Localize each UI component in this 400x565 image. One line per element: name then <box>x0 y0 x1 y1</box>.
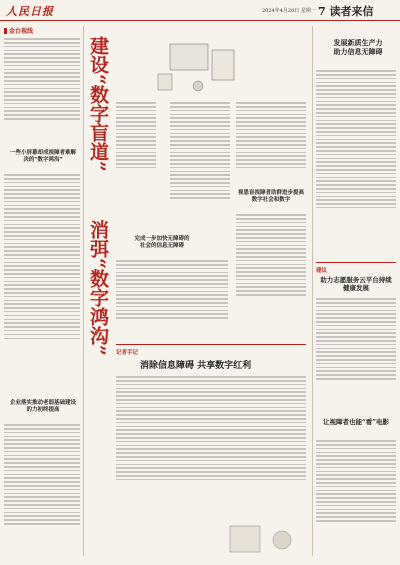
small-illustration <box>220 520 310 560</box>
body-text-block <box>116 258 228 338</box>
masthead <box>0 0 400 21</box>
body-text-block <box>236 100 306 190</box>
page-label: 7 读者来信 <box>318 5 374 18</box>
body-text-block <box>4 172 80 392</box>
subheading: 企业落实推动老弱基础建设的力初终提高 <box>9 400 76 413</box>
divider <box>316 262 396 263</box>
body-text-block <box>4 36 80 146</box>
main-headline: 消弭“数字鸿沟” <box>87 220 109 356</box>
column-divider <box>312 26 313 556</box>
main-headline: 建设“数字盲道” <box>87 36 109 172</box>
subheading: 一些小屏幕却成视障者难解决的“数字鸿沟” <box>9 150 76 163</box>
body-text-block <box>4 422 80 557</box>
body-text-block <box>236 212 306 322</box>
subheading: 视患盲视障者助群进步提高数字社会和数字 <box>238 190 305 203</box>
left-column <box>4 26 82 35</box>
reporter-headline: 消除信息障碍 共享数字红利 <box>140 361 252 371</box>
newspaper-logo: 人民日报 <box>6 5 54 18</box>
subheading: 完成一步加快无障碍的社会的信息无障碍 <box>134 236 190 249</box>
body-text-block <box>316 438 396 558</box>
divider <box>116 344 306 345</box>
body-text-block <box>316 68 396 258</box>
right-subheading: 让视障者也能“看”电影 <box>323 418 389 426</box>
reporter-kicker: 记者手记 <box>116 350 139 356</box>
body-text-block <box>316 296 396 406</box>
right-kicker: 建议 <box>316 268 328 274</box>
body-text-block <box>116 374 306 514</box>
issue-date: 2024年4月20日 星期一 <box>262 8 316 14</box>
section-kicker: 金台视线 <box>4 26 82 35</box>
right-headline: 发展新质生产力 助力信息无障碍 <box>333 38 383 56</box>
column-divider <box>83 26 84 556</box>
right-subheading: 助力志愿服务云平台持续健康发展 <box>320 276 392 292</box>
body-text-block <box>116 100 156 190</box>
illustration <box>150 34 250 94</box>
body-text-block <box>170 100 230 230</box>
